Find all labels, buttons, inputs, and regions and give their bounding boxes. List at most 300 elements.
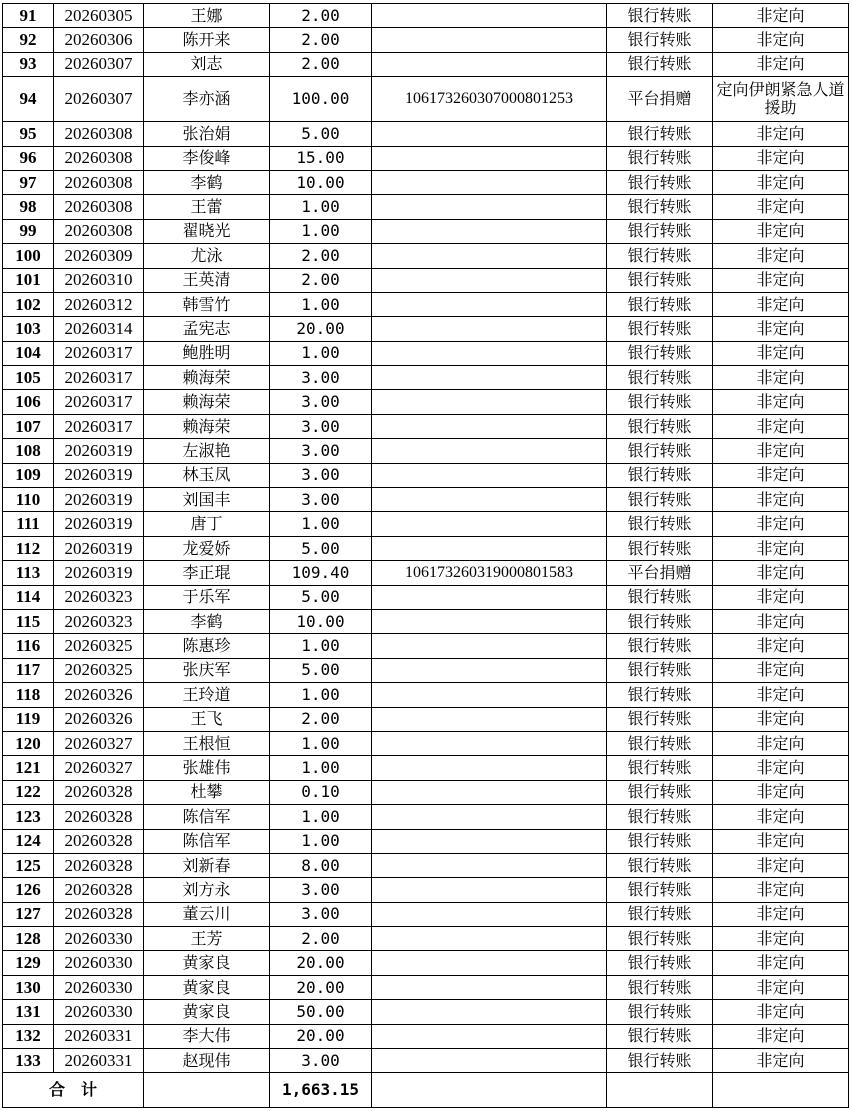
row-method: 银行转账 <box>607 463 713 487</box>
row-method: 银行转账 <box>607 634 713 658</box>
table-row <box>3 561 849 585</box>
row-donor-name: 龙爱娇 <box>144 536 270 560</box>
row-amount: 2.00 <box>270 28 372 52</box>
row-reference <box>372 634 607 658</box>
row-type: 非定向 <box>713 439 849 463</box>
row-donor-name: 刘国丰 <box>144 488 270 512</box>
row-date: 20260328 <box>54 805 144 829</box>
row-date: 20260323 <box>54 609 144 633</box>
table-row <box>3 366 849 390</box>
table-row <box>3 609 849 633</box>
row-amount: 5.00 <box>270 536 372 560</box>
row-donor-name: 陈信军 <box>144 829 270 853</box>
row-type: 非定向 <box>713 1024 849 1048</box>
row-amount: 5.00 <box>270 122 372 146</box>
row-date: 20260317 <box>54 366 144 390</box>
row-type: 非定向 <box>713 975 849 999</box>
row-amount: 3.00 <box>270 1049 372 1073</box>
row-number: 103 <box>3 317 54 341</box>
row-donor-name: 赖海荣 <box>144 414 270 438</box>
row-type: 非定向 <box>713 1000 849 1024</box>
row-donor-name: 李大伟 <box>144 1024 270 1048</box>
row-number: 130 <box>3 975 54 999</box>
row-number: 126 <box>3 878 54 902</box>
row-date: 20260326 <box>54 683 144 707</box>
row-number: 116 <box>3 634 54 658</box>
row-date: 20260308 <box>54 195 144 219</box>
table-row <box>3 1024 849 1048</box>
row-method: 平台捐赠 <box>607 77 713 122</box>
row-method: 银行转账 <box>607 536 713 560</box>
table-row <box>3 4 849 28</box>
row-amount: 20.00 <box>270 951 372 975</box>
row-date: 20260328 <box>54 878 144 902</box>
row-donor-name: 李亦涵 <box>144 77 270 122</box>
row-type: 非定向 <box>713 1049 849 1073</box>
row-type: 非定向 <box>713 951 849 975</box>
row-donor-name: 王娜 <box>144 4 270 28</box>
row-reference <box>372 28 607 52</box>
row-amount: 2.00 <box>270 927 372 951</box>
row-reference <box>372 902 607 926</box>
row-method: 银行转账 <box>607 195 713 219</box>
table-row <box>3 1000 849 1024</box>
row-reference <box>372 878 607 902</box>
row-type: 非定向 <box>713 146 849 170</box>
table-row <box>3 219 849 243</box>
row-amount: 1.00 <box>270 634 372 658</box>
row-number: 105 <box>3 366 54 390</box>
row-amount: 109.40 <box>270 561 372 585</box>
row-reference <box>372 292 607 316</box>
table-row <box>3 756 849 780</box>
row-reference <box>372 122 607 146</box>
row-reference <box>372 4 607 28</box>
row-amount: 0.10 <box>270 780 372 804</box>
row-reference <box>372 341 607 365</box>
row-method: 银行转账 <box>607 341 713 365</box>
row-number: 102 <box>3 292 54 316</box>
row-number: 122 <box>3 780 54 804</box>
row-donor-name: 黄家良 <box>144 951 270 975</box>
row-number: 108 <box>3 439 54 463</box>
row-donor-name: 王英清 <box>144 268 270 292</box>
row-type: 非定向 <box>713 4 849 28</box>
table-row <box>3 853 849 877</box>
row-type: 非定向 <box>713 219 849 243</box>
row-donor-name: 李俊峰 <box>144 146 270 170</box>
row-method: 银行转账 <box>607 488 713 512</box>
row-reference <box>372 317 607 341</box>
table-row <box>3 52 849 76</box>
row-amount: 2.00 <box>270 244 372 268</box>
row-reference <box>372 170 607 194</box>
row-number: 119 <box>3 707 54 731</box>
row-reference <box>372 366 607 390</box>
row-date: 20260319 <box>54 488 144 512</box>
row-type: 非定向 <box>713 609 849 633</box>
row-method: 银行转账 <box>607 512 713 536</box>
row-reference <box>372 463 607 487</box>
row-donor-name: 王根恒 <box>144 731 270 755</box>
table-row <box>3 634 849 658</box>
donation-ledger-table <box>2 3 849 1108</box>
row-donor-name: 尤泳 <box>144 244 270 268</box>
row-reference <box>372 1024 607 1048</box>
row-method: 银行转账 <box>607 853 713 877</box>
table-row <box>3 683 849 707</box>
row-date: 20260330 <box>54 975 144 999</box>
row-type: 非定向 <box>713 244 849 268</box>
row-date: 20260317 <box>54 341 144 365</box>
row-number: 100 <box>3 244 54 268</box>
row-donor-name: 陈惠珍 <box>144 634 270 658</box>
row-amount: 1.00 <box>270 805 372 829</box>
row-type: 非定向 <box>713 805 849 829</box>
row-type: 非定向 <box>713 878 849 902</box>
row-number: 125 <box>3 853 54 877</box>
table-row <box>3 292 849 316</box>
row-reference <box>372 1000 607 1024</box>
row-method: 银行转账 <box>607 52 713 76</box>
row-donor-name: 董云川 <box>144 902 270 926</box>
row-amount: 100.00 <box>270 77 372 122</box>
row-type: 非定向 <box>713 268 849 292</box>
row-reference <box>372 853 607 877</box>
row-reference <box>372 1049 607 1073</box>
row-reference <box>372 536 607 560</box>
row-number: 123 <box>3 805 54 829</box>
row-donor-name: 于乐军 <box>144 585 270 609</box>
row-reference <box>372 52 607 76</box>
row-reference <box>372 780 607 804</box>
row-donor-name: 杜攀 <box>144 780 270 804</box>
table-row <box>3 439 849 463</box>
row-date: 20260308 <box>54 170 144 194</box>
row-number: 97 <box>3 170 54 194</box>
table-row <box>3 707 849 731</box>
row-number: 109 <box>3 463 54 487</box>
row-donor-name: 韩雪竹 <box>144 292 270 316</box>
row-number: 120 <box>3 731 54 755</box>
row-amount: 5.00 <box>270 585 372 609</box>
table-row <box>3 317 849 341</box>
row-number: 92 <box>3 28 54 52</box>
row-method: 银行转账 <box>607 122 713 146</box>
table-row <box>3 28 849 52</box>
row-amount: 1.00 <box>270 829 372 853</box>
row-date: 20260319 <box>54 561 144 585</box>
row-number: 113 <box>3 561 54 585</box>
row-method: 银行转账 <box>607 780 713 804</box>
row-donor-name: 张雄伟 <box>144 756 270 780</box>
row-donor-name: 王蕾 <box>144 195 270 219</box>
row-date: 20260328 <box>54 853 144 877</box>
row-reference <box>372 683 607 707</box>
row-amount: 3.00 <box>270 902 372 926</box>
row-number: 131 <box>3 1000 54 1024</box>
row-donor-name: 黄家良 <box>144 975 270 999</box>
row-number: 96 <box>3 146 54 170</box>
row-number: 93 <box>3 52 54 76</box>
row-date: 20260319 <box>54 439 144 463</box>
row-method: 平台捐赠 <box>607 561 713 585</box>
table-row <box>3 122 849 146</box>
row-method: 银行转账 <box>607 146 713 170</box>
row-number: 133 <box>3 1049 54 1073</box>
row-type: 非定向 <box>713 28 849 52</box>
row-number: 117 <box>3 658 54 682</box>
row-date: 20260308 <box>54 122 144 146</box>
row-date: 20260326 <box>54 707 144 731</box>
table-row <box>3 170 849 194</box>
row-donor-name: 李正琨 <box>144 561 270 585</box>
row-reference <box>372 439 607 463</box>
row-donor-name: 张庆军 <box>144 658 270 682</box>
row-type: 非定向 <box>713 756 849 780</box>
row-number: 91 <box>3 4 54 28</box>
row-date: 20260325 <box>54 658 144 682</box>
table-row <box>3 927 849 951</box>
row-type: 非定向 <box>713 707 849 731</box>
row-donor-name: 林玉凤 <box>144 463 270 487</box>
row-amount: 3.00 <box>270 878 372 902</box>
total-empty-cell <box>607 1073 713 1108</box>
row-date: 20260306 <box>54 28 144 52</box>
row-method: 银行转账 <box>607 268 713 292</box>
row-type: 非定向 <box>713 317 849 341</box>
row-method: 银行转账 <box>607 292 713 316</box>
table-row <box>3 805 849 829</box>
row-type: 非定向 <box>713 170 849 194</box>
table-row <box>3 512 849 536</box>
row-amount: 5.00 <box>270 658 372 682</box>
row-donor-name: 刘方永 <box>144 878 270 902</box>
row-amount: 1.00 <box>270 683 372 707</box>
row-number: 95 <box>3 122 54 146</box>
row-amount: 1.00 <box>270 292 372 316</box>
row-method: 银行转账 <box>607 756 713 780</box>
row-amount: 1.00 <box>270 731 372 755</box>
row-amount: 1.00 <box>270 195 372 219</box>
row-method: 银行转账 <box>607 1000 713 1024</box>
row-date: 20260325 <box>54 634 144 658</box>
row-method: 银行转账 <box>607 366 713 390</box>
row-reference <box>372 414 607 438</box>
row-date: 20260327 <box>54 756 144 780</box>
total-amount: 1,663.15 <box>270 1073 372 1108</box>
row-donor-name: 王芳 <box>144 927 270 951</box>
table-row <box>3 390 849 414</box>
row-method: 银行转账 <box>607 317 713 341</box>
row-donor-name: 赖海荣 <box>144 390 270 414</box>
ledger-body <box>3 4 849 1073</box>
row-date: 20260308 <box>54 219 144 243</box>
table-row <box>3 244 849 268</box>
row-reference <box>372 975 607 999</box>
row-date: 20260305 <box>54 4 144 28</box>
row-reference <box>372 829 607 853</box>
row-number: 127 <box>3 902 54 926</box>
row-number: 111 <box>3 512 54 536</box>
row-type: 非定向 <box>713 561 849 585</box>
row-method: 银行转账 <box>607 1024 713 1048</box>
row-amount: 10.00 <box>270 609 372 633</box>
total-row <box>3 1073 849 1108</box>
row-method: 银行转账 <box>607 219 713 243</box>
row-method: 银行转账 <box>607 170 713 194</box>
row-reference <box>372 609 607 633</box>
row-donor-name: 王飞 <box>144 707 270 731</box>
row-donor-name: 鲍胜明 <box>144 341 270 365</box>
row-reference <box>372 488 607 512</box>
row-reference <box>372 927 607 951</box>
table-row <box>3 780 849 804</box>
row-reference <box>372 658 607 682</box>
table-row <box>3 658 849 682</box>
row-number: 112 <box>3 536 54 560</box>
table-row <box>3 536 849 560</box>
table-row <box>3 341 849 365</box>
row-method: 银行转账 <box>607 244 713 268</box>
total-empty-cell <box>713 1073 849 1108</box>
row-donor-name: 赖海荣 <box>144 366 270 390</box>
row-date: 20260319 <box>54 536 144 560</box>
table-row <box>3 878 849 902</box>
row-number: 101 <box>3 268 54 292</box>
row-date: 20260330 <box>54 1000 144 1024</box>
row-donor-name: 王玲道 <box>144 683 270 707</box>
row-number: 129 <box>3 951 54 975</box>
row-date: 20260328 <box>54 902 144 926</box>
row-method: 银行转账 <box>607 658 713 682</box>
row-reference <box>372 146 607 170</box>
row-number: 110 <box>3 488 54 512</box>
row-type: 非定向 <box>713 292 849 316</box>
row-donor-name: 刘新春 <box>144 853 270 877</box>
row-reference <box>372 707 607 731</box>
row-reference <box>372 244 607 268</box>
table-row <box>3 195 849 219</box>
row-donor-name: 陈开来 <box>144 28 270 52</box>
row-donor-name: 张治娟 <box>144 122 270 146</box>
row-method: 银行转账 <box>607 609 713 633</box>
row-date: 20260317 <box>54 390 144 414</box>
row-type: 非定向 <box>713 512 849 536</box>
row-date: 20260310 <box>54 268 144 292</box>
row-date: 20260323 <box>54 585 144 609</box>
row-donor-name: 陈信军 <box>144 805 270 829</box>
row-number: 121 <box>3 756 54 780</box>
row-type: 非定向 <box>713 853 849 877</box>
table-row <box>3 268 849 292</box>
row-type: 非定向 <box>713 927 849 951</box>
row-method: 银行转账 <box>607 439 713 463</box>
row-number: 128 <box>3 927 54 951</box>
row-donor-name: 孟宪志 <box>144 317 270 341</box>
row-amount: 3.00 <box>270 463 372 487</box>
row-amount: 10.00 <box>270 170 372 194</box>
row-reference <box>372 195 607 219</box>
row-number: 115 <box>3 609 54 633</box>
row-type: 定向伊朗紧急人道援助 <box>713 77 849 122</box>
row-method: 银行转账 <box>607 731 713 755</box>
row-date: 20260319 <box>54 463 144 487</box>
row-amount: 3.00 <box>270 488 372 512</box>
row-reference <box>372 390 607 414</box>
row-date: 20260331 <box>54 1049 144 1073</box>
row-reference: 106173260307000801253 <box>372 77 607 122</box>
row-method: 银行转账 <box>607 829 713 853</box>
row-number: 94 <box>3 77 54 122</box>
row-method: 银行转账 <box>607 683 713 707</box>
table-row <box>3 902 849 926</box>
table-row <box>3 951 849 975</box>
row-amount: 20.00 <box>270 317 372 341</box>
table-row <box>3 463 849 487</box>
row-number: 124 <box>3 829 54 853</box>
row-type: 非定向 <box>713 731 849 755</box>
table-row <box>3 488 849 512</box>
row-method: 银行转账 <box>607 902 713 926</box>
row-amount: 2.00 <box>270 52 372 76</box>
row-date: 20260314 <box>54 317 144 341</box>
row-reference <box>372 268 607 292</box>
row-date: 20260328 <box>54 780 144 804</box>
row-donor-name: 黄家良 <box>144 1000 270 1024</box>
row-amount: 2.00 <box>270 707 372 731</box>
table-row <box>3 1049 849 1073</box>
row-number: 99 <box>3 219 54 243</box>
row-donor-name: 李鹤 <box>144 170 270 194</box>
row-type: 非定向 <box>713 658 849 682</box>
row-type: 非定向 <box>713 683 849 707</box>
table-row <box>3 975 849 999</box>
row-date: 20260307 <box>54 52 144 76</box>
row-date: 20260309 <box>54 244 144 268</box>
row-type: 非定向 <box>713 634 849 658</box>
row-amount: 2.00 <box>270 268 372 292</box>
row-method: 银行转账 <box>607 951 713 975</box>
row-amount: 1.00 <box>270 756 372 780</box>
row-type: 非定向 <box>713 122 849 146</box>
row-date: 20260312 <box>54 292 144 316</box>
row-number: 118 <box>3 683 54 707</box>
table-row <box>3 731 849 755</box>
row-method: 银行转账 <box>607 927 713 951</box>
row-donor-name: 翟晓光 <box>144 219 270 243</box>
row-date: 20260328 <box>54 829 144 853</box>
row-type: 非定向 <box>713 536 849 560</box>
row-type: 非定向 <box>713 463 849 487</box>
row-number: 106 <box>3 390 54 414</box>
row-donor-name: 刘志 <box>144 52 270 76</box>
row-method: 银行转账 <box>607 707 713 731</box>
row-date: 20260330 <box>54 951 144 975</box>
row-type: 非定向 <box>713 195 849 219</box>
row-type: 非定向 <box>713 829 849 853</box>
table-row <box>3 77 849 122</box>
row-amount: 15.00 <box>270 146 372 170</box>
total-empty-cell <box>144 1073 270 1108</box>
row-amount: 3.00 <box>270 366 372 390</box>
row-method: 银行转账 <box>607 1049 713 1073</box>
total-empty-cell <box>372 1073 607 1108</box>
row-date: 20260308 <box>54 146 144 170</box>
row-donor-name: 左淑艳 <box>144 439 270 463</box>
row-type: 非定向 <box>713 414 849 438</box>
row-method: 银行转账 <box>607 28 713 52</box>
